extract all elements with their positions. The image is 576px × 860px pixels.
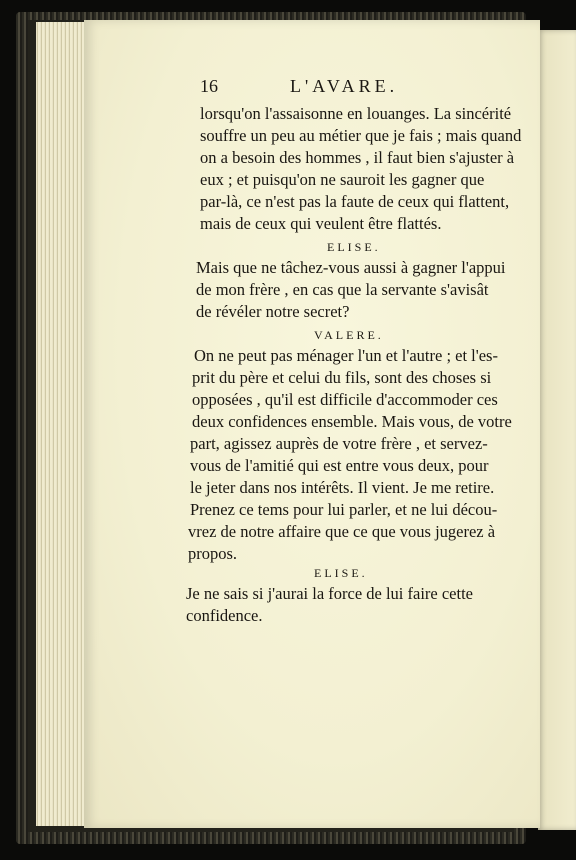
page-header (104, 76, 522, 100)
text-line: souffre un peu au métier que je fais ; mais quand (200, 126, 522, 145)
facing-page-edge (538, 30, 576, 830)
text-line: par-là, ce n'est pas la faute de ceux qui flattent, (200, 192, 510, 211)
text-line: de mon frère , en cas que la servante s'avisât (196, 280, 489, 299)
text-line: opposées , qu'il est difficile d'accommoder ces (192, 390, 498, 409)
text-line: Prenez ce tems pour lui parler, et ne lui décou- (190, 500, 498, 519)
text-line: prit du père et celui du fils, sont des choses si (192, 368, 492, 387)
text-line: Je ne sais si j'aurai la force de lui faire cette (186, 584, 474, 603)
speaker-name: VALERE. (314, 328, 384, 342)
page-number: 16 (200, 76, 218, 96)
text-line: confidence. (186, 606, 263, 625)
text-line: propos. (188, 544, 238, 563)
text-line: lorsqu'on l'assaisonne en louanges. La sincérité (200, 104, 512, 123)
text-line: deux confidences ensemble. Mais vous, de votre (192, 412, 512, 431)
text-line: vrez de notre affaire que ce que vous jugerez à (188, 522, 496, 541)
text-line: de révéler notre secret? (196, 302, 350, 321)
text-line: Mais que ne tâchez-vous aussi à gagner l'appui (196, 258, 506, 277)
speaker-name: ELISE. (327, 240, 381, 254)
text-line: part, agissez auprès de votre frère , et servez- (190, 434, 488, 453)
text-line: mais de ceux qui veulent être flattés. (200, 214, 442, 233)
page-edges (36, 22, 84, 826)
text-line: eux ; et puisqu'on ne sauroit les gagner que (200, 170, 485, 189)
text-line: on a besoin des hommes , il faut bien s'ajuster à (200, 148, 515, 167)
speaker-name: ELISE. (314, 566, 368, 580)
running-title: L'AVARE. (290, 76, 399, 96)
text-line: On ne peut pas ménager l'un et l'autre ; et l'es- (194, 346, 498, 365)
text-line: le jeter dans nos intérêts. Il vient. Je me retire. (190, 478, 495, 497)
text-line: vous de l'amitié qui est entre vous deux, pour (190, 456, 489, 475)
